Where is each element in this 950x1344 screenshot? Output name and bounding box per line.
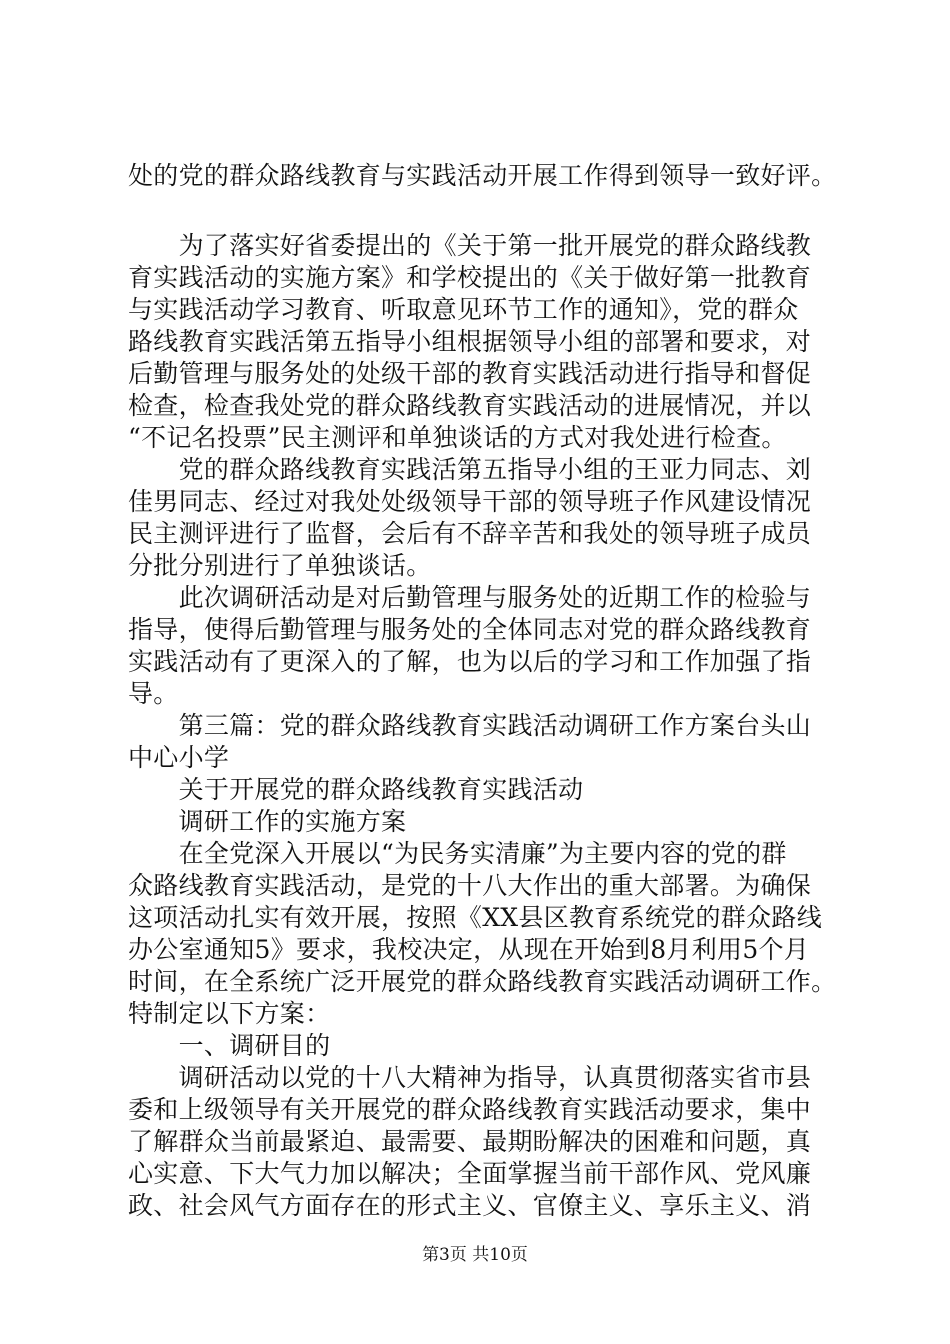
text-line: “不记名投票”民主测评和单独谈话的方式对我处进行检查。 [128, 423, 787, 452]
text-line: 民主测评进行了监督，会后有不辞辛苦和我处的领导班子成员 [128, 519, 812, 548]
text-line: 政、社会风气方面存在的形式主义、官僚主义、享乐主义、消 [128, 1191, 812, 1220]
text-line: 检查，检查我处党的群众路线教育实践活动的进展情况，并以 [128, 391, 812, 420]
text-line: 路线教育实践活第五指导小组根据领导小组的部署和要求，对 [128, 327, 812, 356]
document-body [128, 160, 837, 1222]
text-line: 调研活动以党的十八大精神为指导，认真贯彻落实省市县 [128, 1063, 812, 1092]
text-line: 调研工作的实施方案 [128, 807, 407, 836]
text-line: 这项活动扎实有效开展，按照《XX县区教育系统党的群众路线 [128, 903, 822, 932]
text-line: 办公室通知5》要求，我校决定，从现在开始到8月利用5个月 [128, 935, 810, 964]
text-line: 中心小学 [128, 743, 230, 772]
text-line: 分批分别进行了单独谈话。 [128, 551, 432, 580]
text-line: 心实意、下大气力加以解决；全面掌握当前干部作风、党风廉 [128, 1159, 812, 1188]
text-line: 佳男同志、经过对我处处级领导干部的领导班子作风建设情况 [128, 487, 812, 516]
text-line: 关于开展党的群众路线教育实践活动 [128, 775, 584, 804]
text-line: 党的群众路线教育实践活第五指导小组的王亚力同志、刘 [128, 455, 812, 484]
text-line: 与实践活动学习教育、听取意见环节工作的通知》，党的群众 [128, 295, 799, 324]
text-line: 了解群众当前最紧迫、最需要、最期盼解决的困难和问题，真 [128, 1127, 812, 1156]
text-line: 后勤管理与服务处的处级干部的教育实践活动进行指导和督促 [128, 359, 812, 388]
text-line: 指导，使得后勤管理与服务处的全体同志对党的群众路线教育 [128, 615, 812, 644]
text-line: 为了落实好省委提出的《关于第一批开展党的群众路线教 [128, 231, 812, 260]
paragraph-gap [128, 192, 828, 230]
text-line: 特制定以下方案： [128, 999, 331, 1028]
text-line: 处的党的群众路线教育与实践活动开展工作得到领导一致好评。 [128, 161, 837, 190]
text-line: 导。 [128, 679, 179, 708]
text-line: 一、调研目的 [128, 1031, 331, 1060]
text-line: 实践活动有了更深入的了解，也为以后的学习和工作加强了指 [128, 647, 812, 676]
page-number-footer: 第3页 共10页 [422, 1245, 528, 1265]
text-line: 育实践活动的实施方案》和学校提出的《关于做好第一批教育 [128, 263, 812, 292]
text-line: 在全党深入开展以“为民务实清廉”为主要内容的党的群 [128, 839, 787, 868]
text-line: 第三篇：党的群众路线教育实践活动调研工作方案台头山 [128, 711, 812, 740]
text-line: 时间，在全系统广泛开展党的群众路线教育实践活动调研工作。 [128, 967, 837, 996]
text-line: 委和上级领导有关开展党的群众路线教育实践活动要求，集中 [128, 1095, 812, 1124]
text-line: 此次调研活动是对后勤管理与服务处的近期工作的检验与 [128, 583, 812, 612]
text-line: 众路线教育实践活动，是党的十八大作出的重大部署。为确保 [128, 871, 812, 900]
